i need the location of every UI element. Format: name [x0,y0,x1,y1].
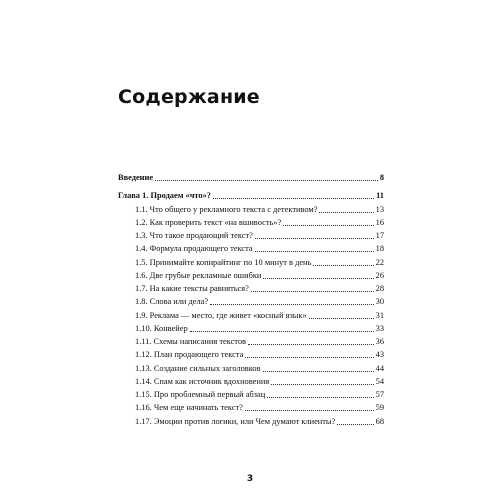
toc-section-list [118,201,384,426]
page-number: 3 [246,474,254,484]
toc-entry-label: 1.13. Создание сильных заголовков [135,363,261,373]
toc-entry-page: 8 [379,173,384,183]
toc-entry[interactable] [118,307,384,320]
toc-entry[interactable] [118,254,384,267]
dot-leader [337,424,373,425]
toc-entry[interactable] [118,294,384,307]
toc-entry-page: 43 [375,350,384,360]
toc-entry-label: 1.11. Схемы написания текстов [135,337,246,346]
toc-entry-page: 11 [376,191,384,201]
toc-entry[interactable] [118,334,384,347]
toc-entry[interactable] [118,387,384,400]
toc-entry-label: 1.4. Формула продающего текста [135,244,253,254]
dot-leader [251,291,374,292]
toc-entry-label: 1.5. Принимайте копирайтинг по 10 минут в день [135,257,312,267]
toc-entry-chapter-1[interactable] [118,188,384,201]
toc-entry-label: 1.10. Конвейер [135,323,188,333]
toc-entry[interactable] [118,413,384,426]
toc-entry-label: 1.17. Эмоции против логики, или Чем думают клиенты? [135,416,336,426]
toc-entry-label: 1.7. На какие тексты равняться? [135,284,249,293]
toc-entry-label: 1.15. Про проблемный первый абзац [135,390,266,399]
toc-entry-page: 54 [375,376,384,386]
toc-entry-page: 28 [375,284,384,293]
dot-leader [283,225,373,226]
toc-entry-label: Введение [118,173,154,183]
dot-leader [248,344,374,345]
dot-leader [155,180,378,181]
dot-leader [263,278,373,279]
dot-leader [245,410,374,411]
toc-entry[interactable] [118,201,384,214]
dot-leader [245,357,373,358]
dot-leader [255,238,374,239]
toc-entry-page: 31 [375,310,384,320]
toc-entry[interactable] [118,321,384,334]
toc-entry-label: 1.9. Реклама — место, где живет «косный язык» [135,310,307,320]
toc-entry-page: 22 [375,257,384,267]
dot-leader [213,198,374,199]
toc-entry-page: 33 [375,323,384,333]
toc-entry-label: 1.3. Что такое продающий текст? [135,231,253,240]
toc-entry[interactable] [118,400,384,413]
toc-entry-page: 59 [375,403,384,413]
toc-entry-page: 26 [375,270,384,280]
dot-leader [309,318,374,319]
toc-entry-page: 68 [375,416,384,426]
dot-leader [263,371,374,372]
toc-entry-page: 57 [375,390,384,399]
toc-intro-block [118,170,384,183]
toc-entry-page: 13 [375,204,384,214]
toc-entry[interactable] [118,374,384,387]
toc-entry[interactable] [118,281,384,294]
dot-leader [210,304,374,305]
toc-entry-page: 17 [375,231,384,240]
toc-entry-intro[interactable] [118,170,384,183]
toc-entry-page: 18 [375,244,384,254]
dot-leader [319,212,373,213]
dot-leader [313,265,373,266]
toc-entry-page: 30 [375,297,384,307]
toc-entry[interactable] [118,347,384,360]
toc-entry[interactable] [118,241,384,254]
dot-leader [190,331,374,332]
toc-chapter-block [118,188,384,427]
toc-entry[interactable] [118,215,384,228]
toc-entry[interactable] [118,228,384,241]
toc-entry-label: 1.16. Чем еще начинать текст? [135,403,243,413]
toc-entry[interactable] [118,268,384,281]
toc-entry-label: 1.14. Спам как источник вдохновения [135,376,270,386]
toc-entry-page: 36 [375,337,384,346]
dot-leader [255,251,374,252]
toc-entry-label: 1.6. Две грубые рекламные ошибки [135,270,262,280]
toc-entry-label: 1.12. План продающего текста [135,350,244,360]
dot-leader [271,384,373,385]
toc-entry-page: 44 [375,363,384,373]
toc-entry-label: 1.8. Слова или дела? [135,297,209,307]
toc-entry-label: 1.1. Что общего у рекламного текста с детективом? [135,204,318,214]
toc-entry-label: Глава 1. Продаем «что»? [118,191,211,201]
page-title: Содержание [118,86,260,108]
toc-entry[interactable] [118,360,384,373]
dot-leader [267,397,373,398]
toc-entry-page: 16 [375,217,384,227]
toc-entry-label: 1.2. Как проверить текст «на вшивость»? [135,217,282,227]
